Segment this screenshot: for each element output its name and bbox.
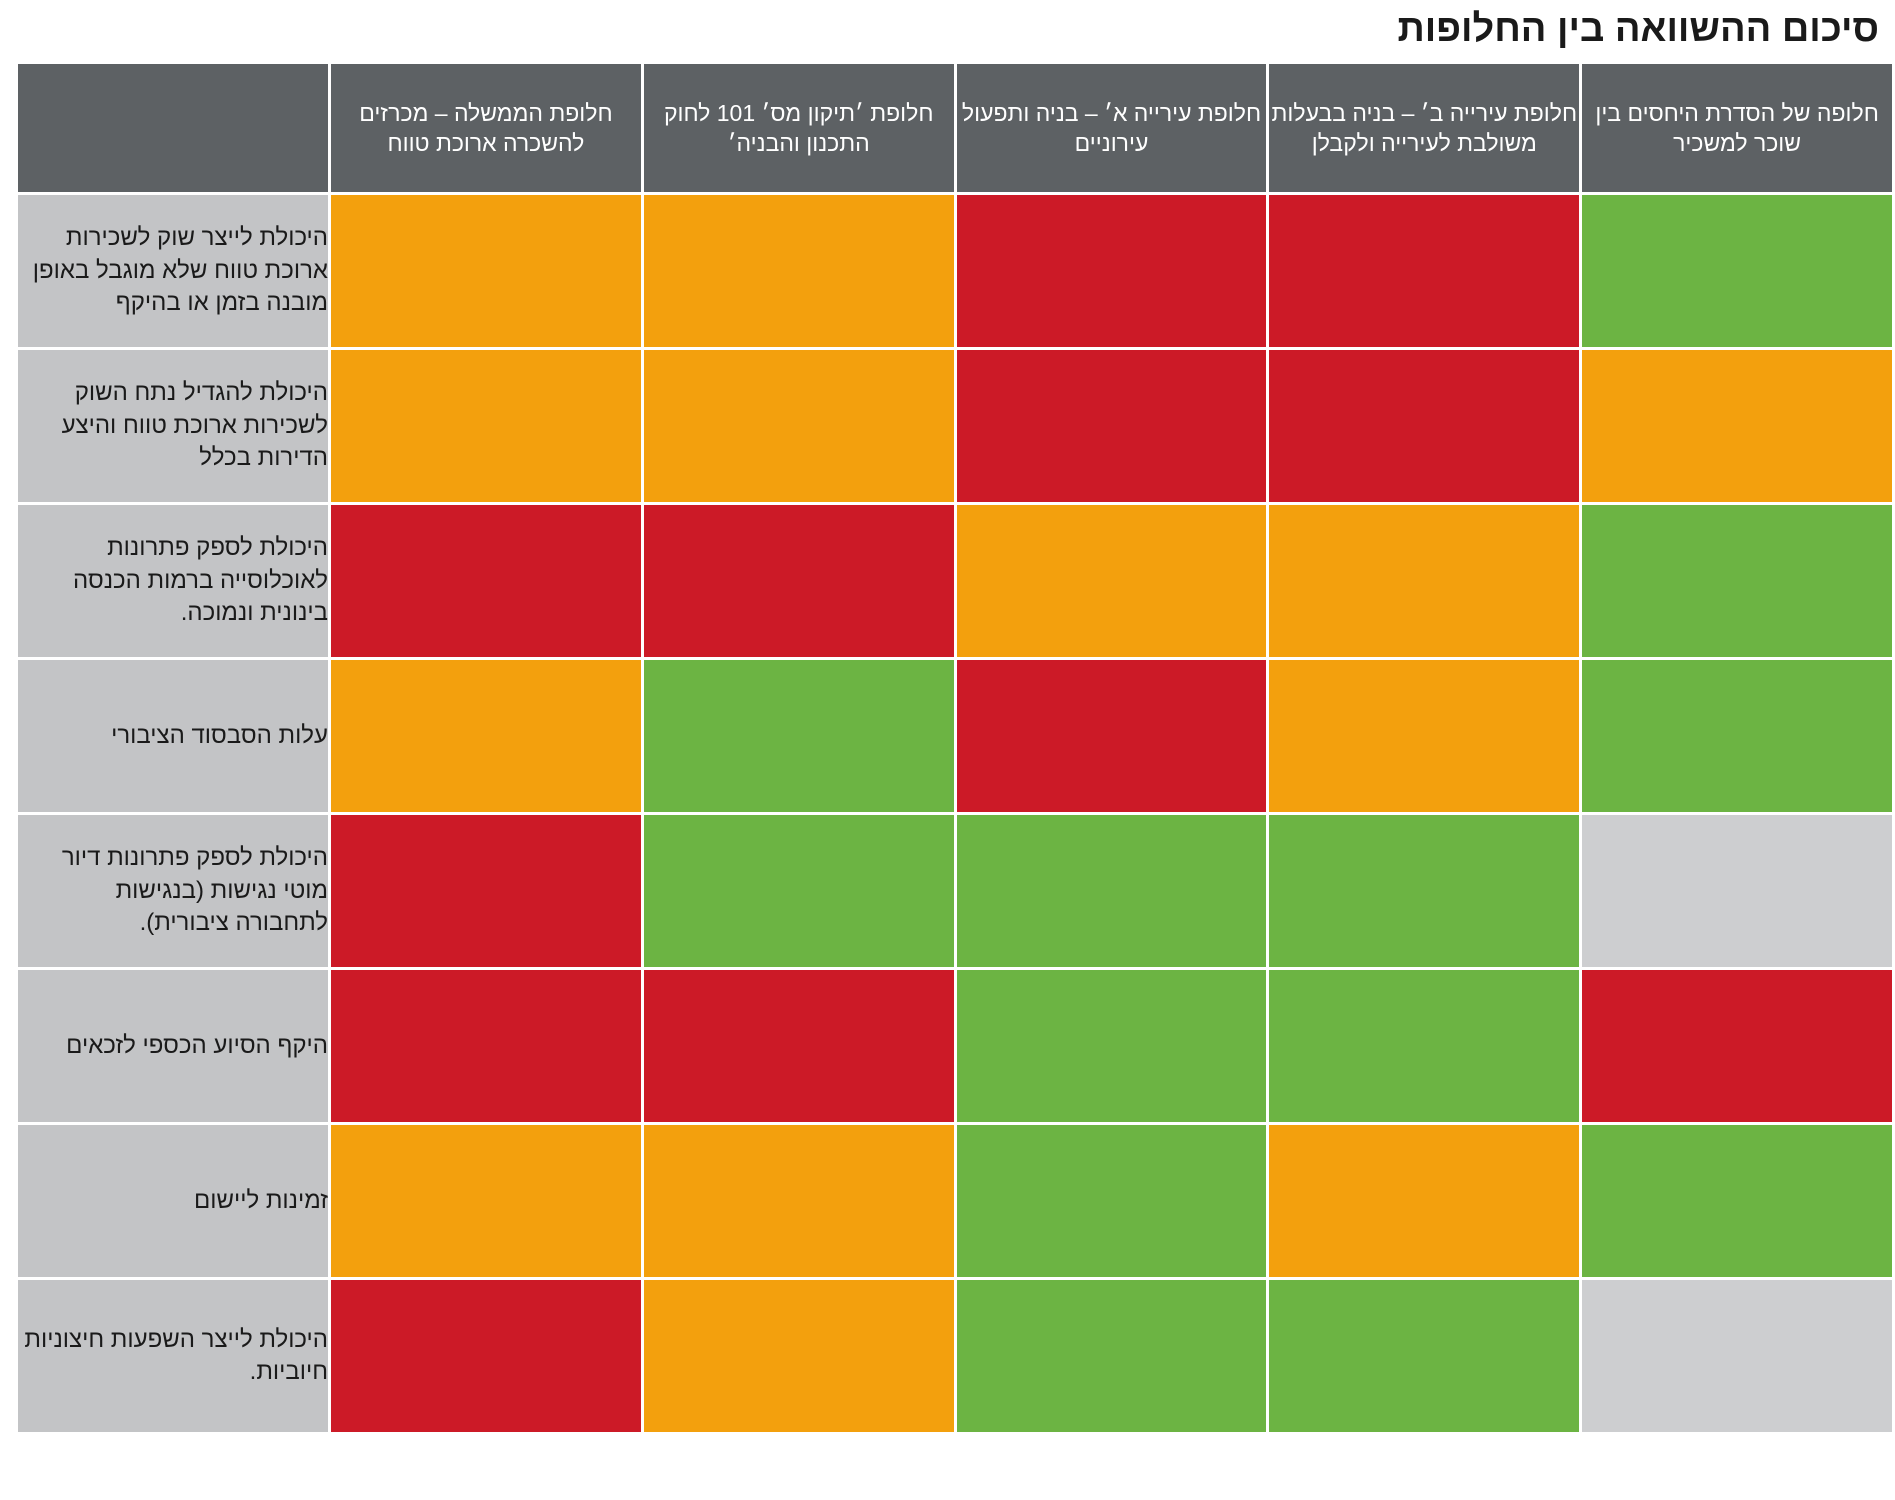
matrix-cell-r5-c3 xyxy=(644,970,954,1122)
matrix-cell-r3-c2 xyxy=(957,660,1267,812)
row-header-1: היכולת להגדיל נתח השוק לשכירות ארוכת טווח והיצע הדירות בכלל xyxy=(18,350,328,502)
matrix-cell-r2-c1 xyxy=(1269,505,1579,657)
matrix-cell-r1-c1 xyxy=(1269,350,1579,502)
matrix-row xyxy=(18,660,1892,812)
matrix-row xyxy=(18,505,1892,657)
row-header-0: היכולת לייצר שוק לשכירות ארוכת טווח שלא מוגבל באופן מובנה בזמן או בהיקף xyxy=(18,195,328,347)
matrix-row xyxy=(18,195,1892,347)
matrix-cell-r7-c4 xyxy=(331,1280,641,1432)
matrix-row xyxy=(18,1125,1892,1277)
column-header-0: חלופה של הסדרת היחסים בין שוכר למשכיר xyxy=(1582,64,1892,192)
matrix-cell-r6-c1 xyxy=(1269,1125,1579,1277)
matrix-cell-r5-c1 xyxy=(1269,970,1579,1122)
row-header-2: היכולת לספק פתרונות לאוכלוסייה ברמות הכנסה בינונית ונמוכה. xyxy=(18,505,328,657)
matrix-cell-r7-c0 xyxy=(1582,1280,1892,1432)
row-header-6: זמינות ליישום xyxy=(18,1125,328,1277)
matrix-cell-r6-c0 xyxy=(1582,1125,1892,1277)
matrix-cell-r0-c4 xyxy=(331,195,641,347)
matrix-cell-r7-c2 xyxy=(957,1280,1267,1432)
matrix-cell-r7-c1 xyxy=(1269,1280,1579,1432)
matrix-cell-r3-c0 xyxy=(1582,660,1892,812)
matrix-cell-r1-c4 xyxy=(331,350,641,502)
matrix-row xyxy=(18,1280,1892,1432)
comparison-matrix xyxy=(15,61,1895,1435)
row-header-5: היקף הסיוע הכספי לזכאים xyxy=(18,970,328,1122)
row-header-3: עלות הסבסוד הציבורי xyxy=(18,660,328,812)
matrix-cell-r5-c2 xyxy=(957,970,1267,1122)
matrix-row xyxy=(18,350,1892,502)
column-header-4: חלופת הממשלה – מכרזים להשכרה ארוכת טווח xyxy=(331,64,641,192)
matrix-cell-r6-c2 xyxy=(957,1125,1267,1277)
matrix-header-row xyxy=(18,64,1892,192)
matrix-cell-r0-c3 xyxy=(644,195,954,347)
matrix-cell-r5-c0 xyxy=(1582,970,1892,1122)
matrix-cell-r1-c0 xyxy=(1582,350,1892,502)
matrix-row xyxy=(18,815,1892,967)
matrix-cell-r6-c3 xyxy=(644,1125,954,1277)
matrix-cell-r0-c2 xyxy=(957,195,1267,347)
column-header-1: חלופת עירייה ב׳ – בניה בבעלות משולבת לעירייה ולקבלן xyxy=(1269,64,1579,192)
matrix-cell-r4-c2 xyxy=(957,815,1267,967)
matrix-body xyxy=(18,195,1892,1432)
matrix-cell-r4-c0 xyxy=(1582,815,1892,967)
matrix-cell-r3-c1 xyxy=(1269,660,1579,812)
matrix-corner-cell xyxy=(18,64,328,192)
row-header-7: היכולת לייצר השפעות חיצוניות חיוביות. xyxy=(18,1280,328,1432)
matrix-cell-r2-c2 xyxy=(957,505,1267,657)
matrix-cell-r0-c0 xyxy=(1582,195,1892,347)
row-header-4: היכולת לספק פתרונות דיור מוטי נגישות (בנגישות לתחבורה ציבורית). xyxy=(18,815,328,967)
page-title: סיכום ההשוואה בין החלופות xyxy=(1397,8,1879,50)
matrix-row xyxy=(18,970,1892,1122)
matrix-cell-r4-c1 xyxy=(1269,815,1579,967)
matrix-cell-r2-c3 xyxy=(644,505,954,657)
matrix-cell-r7-c3 xyxy=(644,1280,954,1432)
matrix-cell-r3-c4 xyxy=(331,660,641,812)
matrix-cell-r5-c4 xyxy=(331,970,641,1122)
column-header-3: חלופת ׳תיקון מס׳ 101 לחוק התכנון והבניה׳ xyxy=(644,64,954,192)
matrix-cell-r3-c3 xyxy=(644,660,954,812)
matrix-cell-r6-c4 xyxy=(331,1125,641,1277)
matrix-cell-r1-c3 xyxy=(644,350,954,502)
matrix-cell-r2-c4 xyxy=(331,505,641,657)
matrix-cell-r4-c3 xyxy=(644,815,954,967)
matrix-cell-r2-c0 xyxy=(1582,505,1892,657)
matrix-cell-r0-c1 xyxy=(1269,195,1579,347)
column-header-2: חלופת עירייה א׳ – בניה ותפעול עירוניים xyxy=(957,64,1267,192)
matrix-cell-r1-c2 xyxy=(957,350,1267,502)
matrix-cell-r4-c4 xyxy=(331,815,641,967)
